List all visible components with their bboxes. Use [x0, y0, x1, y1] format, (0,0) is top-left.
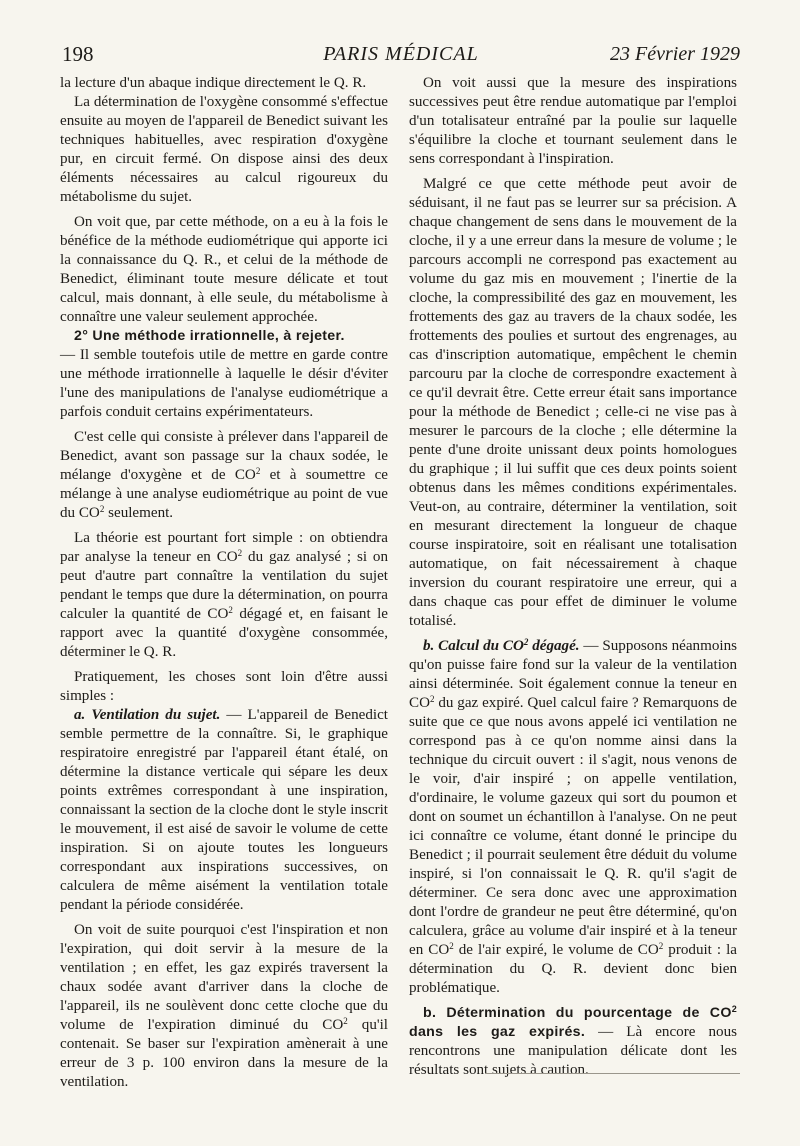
paragraph — [60, 706, 388, 915]
text-run: qu'il contenait. Se baser sur l'expiration amènerait à une erreur de 3 p. 100 environ dans la mesure de la ventilation. — [60, 1017, 388, 1090]
paragraph: la lecture d'un abaque indique directement le Q. R. — [60, 75, 367, 91]
paragraph: On voit aussi que la mesure des inspirations successives peut être rendue automatique par l'emploi d'un totalisateur entraîné par la poulie sur laquelle s'équilibre la cloche et tournant seulement dans le sens correspondant à l'inspiration. — [409, 75, 737, 167]
text-run: b. Calcul du CO — [423, 638, 524, 654]
superscript: 2 — [99, 504, 105, 514]
superscript: 2 — [429, 694, 435, 704]
journal-title: PARIS MÉDICAL — [323, 43, 479, 65]
text-run: C'est celle qui consiste à prélever dans l'appareil de Benedict, avant son passage sur la chaux sodée, le mélange d'oxygène et de CO — [60, 429, 388, 483]
superscript: 2 — [343, 1016, 348, 1026]
paragraph — [60, 428, 388, 523]
subheading: a. Ventilation du sujet. — [74, 707, 221, 723]
paragraph: Malgré ce que cette méthode peut avoir de séduisant, il ne faut pas se leurrer sur sa précision. A chaque changement de sens dans le mouvement de la cloche, il y a une erreur dans la mesure de volume ; le parcours accompli ne correspond pas exactement au volume du gaz mis en mouvement ; l'inertie de la cloche, la compressibilité des gaz en mouvement, les frottements des gaz au travers de la chaux sodée, les frottements des poulies et surtout des engrenages, au cas d'inscription automatique, empêchent le chemin parcouru par la cloche de correspondre exactement à ce qu'il devrait être. Cette erreur était sans importance pour la méthode de Benedict ; celle-ci ne vise pas à mesurer le parcours de la cloche ; elle détermine la pente d'une droite unissant deux points homologues du graphique ; il lui suffit que ces deux points soient obtenus dans les mêmes conditions expérimentales. Veut-on, au contraire, déterminer la ventilation, soit en mesurant directement la longueur de chaque course inspiratoire, soit en réalisant une totalisation automatique, on fait nécessairement à chaque inversion du courant respiratoire une erreur, qui a dans chaque cas pour effet de diminuer le volume totalisé. — [409, 176, 737, 629]
text-run: b. Détermination du pourcentage de CO — [423, 1005, 732, 1021]
text-run: dans les gaz expirés. — [409, 1024, 586, 1040]
text-run: dégagé. — [528, 638, 580, 654]
paragraph-text: — Il semble toutefois utile de mettre en garde contre une méthode irrationnelle à laquelle le désir d'éviter l'une des manipulations de l'analyse eudiométrique a parfois conduit certains expérimentateurs. — [60, 347, 388, 420]
superscript: 2 — [228, 605, 233, 615]
left-column — [60, 74, 388, 1098]
text-run: produit : la détermination du Q. R. devient donc bien problématique. — [409, 942, 737, 996]
text-run: seulement. — [104, 505, 174, 521]
text-run: — Supposons néanmoins qu'on puisse faire fond sur la valeur de la ventilation ainsi déterminée. Soit également connue la teneur en CO — [409, 638, 737, 711]
text-run: du gaz expiré. Quel calcul faire ? Remarquons de suite que ce que nous avons appelé ici ventilation ne correspond pas à ce qu'on nomme ainsi dans la technique du circuit ouvert : il s'agit, nous venons de le voir, d'air inspiré ; on appelle ventilation, d'ordinaire, le volume gazeux qui sort du poumon et dont on soumet un échantillon à l'analyse. On ne peut ici connaître ce volume, étant donné le principe du Benedict ; il pourrait seulement être déduit du volume inspiré, si l'on connaissait le Q. R. qu'il s'agit de déterminer. Ce sera donc avec une approximation dont l'ordre de grandeur ne peut être déterminé, qu'on calculera, grâce au volume d'air inspiré et à la teneur en CO — [409, 695, 737, 958]
text-run: — Là encore nous rencontrons une manipulation délicate dont les résultats sont sujets à caution. — [409, 1024, 737, 1078]
paragraph — [409, 637, 737, 998]
paragraph: On voit que, par cette méthode, on a eu à la fois le bénéfice de la méthode eudiométrique qui apporte ici la connaissance du Q. R., et celui de la méthode de Benedict, éliminant toute mesure délicate et tout calcul, mais donnant, à elle seule, du métabolisme à connaître une valeur seulement approchée. — [60, 214, 388, 325]
text-run: et à soumettre ce mélange à une analyse eudiométrique au point de vue du CO — [60, 467, 388, 521]
text-run: La théorie est pourtant fort simple : on obtiendra par analyse la teneur en CO — [60, 530, 388, 565]
subheading — [423, 638, 580, 654]
superscript: 2 — [731, 1004, 737, 1014]
paragraph — [60, 921, 388, 1092]
text-run: du gaz analysé ; si on peut d'autre part connaître la ventilation du sujet pendant le temps que dure la détermination, on pourra calculer la quantité de CO — [60, 549, 389, 622]
paragraph: La détermination de l'oxygène consommé s'effectue ensuite au moyen de l'appareil de Benedict suivant les techniques habituelles, avec respiration d'oxygène pur, en circuit fermé. On dispose ainsi des deux éléments nécessaires au calcul rigoureux du métabolisme du sujet. — [60, 94, 388, 205]
paragraph: Pratiquement, les choses sont loin d'être aussi simples : — [60, 669, 388, 704]
column-end-rule — [485, 1073, 740, 1074]
section-heading-paragraph — [60, 327, 388, 422]
superscript: 2 — [255, 466, 261, 476]
superscript: 2 — [658, 941, 664, 951]
text-run: On voit de suite pourquoi c'est l'inspiration et non l'expiration, qui doit servir à la mesure de la ventilation ; en effet, les gaz expirés traversent la chaux sodée avant d'arriver dans la cloche de l'appareil, ils ne soulèvent donc cette cloche que du volume de l'expiration diminué du CO — [60, 922, 388, 1033]
paragraph — [60, 529, 388, 662]
issue-date: 23 Février 1929 — [610, 43, 740, 65]
superscript: 2 — [523, 637, 529, 647]
page-header — [62, 42, 740, 72]
text-run: — L'appareil de Benedict semble permettre de la connaître. Si, le graphique respiratoire enregistré par l'appareil étant étalé, on détermine la distance verticale qui sépare les deux points extrêmes correspondant à une inspiration, connaissant la section de la cloche dont le style inscrit le mouvement, il est aisé de savoir le volume de cette inspiration. Si on ajoute toutes les longueurs correspondant aux inspirations successives, on calculera de même aisément la ventilation totale pendant la période considérée. — [60, 707, 388, 913]
text-run: de l'air expiré, le volume de CO — [453, 942, 659, 958]
right-column — [409, 74, 737, 1086]
paragraph — [409, 1004, 737, 1080]
superscript: 2 — [449, 941, 454, 951]
page-number: 198 — [62, 42, 94, 66]
superscript: 2 — [237, 548, 243, 558]
text-run: dégagé et, en faisant le rapport avec la quantité d'oxygène consommée, déterminer le Q. R. — [60, 606, 388, 660]
section-heading: 2° Une méthode irrationnelle, à rejeter. — [74, 328, 345, 344]
